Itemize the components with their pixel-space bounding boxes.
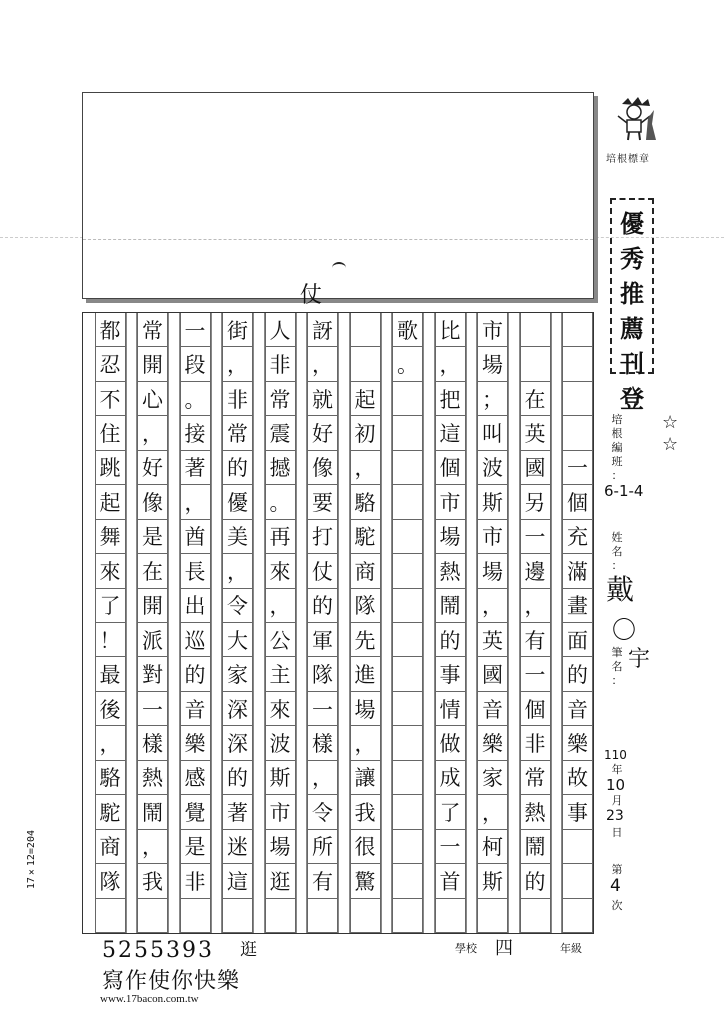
grid-cell: ， — [350, 726, 381, 760]
grid-cell: 英 — [477, 623, 508, 657]
essay-column — [180, 313, 211, 933]
badge-char: 刊 — [620, 349, 644, 378]
grid-cell: 叫 — [477, 416, 508, 450]
grid-cell: ， — [477, 795, 508, 829]
essay-column — [137, 313, 168, 933]
date-month-label: 月 — [611, 794, 623, 807]
comment-divider — [83, 239, 593, 240]
grid-cell: 樣 — [137, 726, 168, 760]
grid-cell: 有 — [307, 864, 338, 898]
grid-cell: 個 — [435, 451, 466, 485]
grid-cell — [520, 899, 551, 933]
grid-cell — [562, 382, 593, 416]
grid-cell: ， — [137, 830, 168, 864]
essay-column — [435, 313, 466, 933]
grid-cell: 震 — [265, 416, 296, 450]
name-surname: 戴 — [606, 573, 635, 606]
grid-cell: 駝 — [95, 795, 126, 829]
mascot-label: 培根標章 — [606, 154, 650, 165]
grid-cell: 駱 — [95, 761, 126, 795]
grid-cell — [392, 520, 423, 554]
grade-label: 年級 — [560, 942, 582, 955]
grid-cell: 覺 — [180, 795, 211, 829]
grid-cell: 熱 — [137, 761, 168, 795]
grid-cell: 事 — [562, 795, 593, 829]
grid-cell: 隊 — [350, 589, 381, 623]
correction-char: 仗 — [300, 283, 323, 308]
grid-cell: 場 — [265, 830, 296, 864]
name-label-char: ： — [611, 559, 623, 572]
grid-cell: 斯 — [477, 864, 508, 898]
count-label-prefix: 第 — [611, 863, 623, 876]
grid-cell: 先 — [350, 623, 381, 657]
grid-cell: ！ — [95, 623, 126, 657]
essay-column — [520, 313, 551, 933]
grid-cell: 音 — [477, 692, 508, 726]
mascot-logo-icon — [614, 96, 658, 142]
grid-cell: 逛 — [265, 864, 296, 898]
grid-cell: 鬧 — [137, 795, 168, 829]
grid-cell: 的 — [222, 451, 253, 485]
grid-cell: 段 — [180, 347, 211, 381]
essay-column — [222, 313, 253, 933]
grid-cell: 另 — [520, 485, 551, 519]
grid-cell: 舞 — [95, 520, 126, 554]
grid-cell: 了 — [435, 795, 466, 829]
grid-cell: 在 — [137, 554, 168, 588]
grid-cell: 再 — [265, 520, 296, 554]
grid-cell: 一 — [180, 313, 211, 347]
name-masked: 〇 — [612, 616, 636, 644]
correction-arc-icon — [332, 262, 346, 274]
grid-cell: 好 — [307, 416, 338, 450]
grid-cell: 後 — [95, 692, 126, 726]
grid-cell: 熱 — [435, 554, 466, 588]
grid-cell — [392, 623, 423, 657]
essay-column — [307, 313, 338, 933]
column-gap — [381, 313, 393, 933]
grid-cell: ， — [265, 589, 296, 623]
grid-cell — [350, 899, 381, 933]
grid-cell: 商 — [350, 554, 381, 588]
grid-cell — [392, 864, 423, 898]
grid-cell: 一 — [520, 657, 551, 691]
badge-char: 推 — [620, 279, 644, 308]
column-gap — [338, 313, 350, 933]
essay-writing-grid — [82, 312, 594, 934]
grid-cell: 我 — [350, 795, 381, 829]
grid-cell — [562, 899, 593, 933]
grid-cell: 一 — [307, 692, 338, 726]
grid-cell: 一 — [562, 451, 593, 485]
grid-cell: ， — [435, 347, 466, 381]
grader-marks — [662, 412, 678, 456]
grid-cell: 軍 — [307, 623, 338, 657]
grid-cell: 來 — [265, 692, 296, 726]
grid-cell: 起 — [350, 382, 381, 416]
grid-cell: 起 — [95, 485, 126, 519]
grid-cell: 著 — [222, 795, 253, 829]
code-number: 5255393 — [102, 938, 214, 963]
recommended-publication-badge — [610, 198, 654, 413]
grid-cell: 感 — [180, 761, 211, 795]
name-label-char: 姓 — [611, 531, 623, 544]
grid-cell: 一 — [520, 520, 551, 554]
grid-cell — [180, 899, 211, 933]
grid-cell: 樂 — [180, 726, 211, 760]
column-gap — [466, 313, 478, 933]
grid-cell: 個 — [562, 485, 593, 519]
badge-char: 登 — [620, 384, 644, 413]
grid-cell: 斯 — [265, 761, 296, 795]
column-gap — [211, 313, 223, 933]
star-mark-icon: ☆ — [662, 434, 679, 455]
grid-cell: ， — [222, 347, 253, 381]
grid-cell — [392, 726, 423, 760]
grid-cell: 要 — [307, 485, 338, 519]
grid-cell: 是 — [137, 520, 168, 554]
grid-cell: 駱 — [350, 485, 381, 519]
grid-cell: 的 — [307, 589, 338, 623]
grid-cell: 驚 — [350, 864, 381, 898]
date-day: 23 — [606, 808, 624, 824]
grid-cell — [392, 589, 423, 623]
grid-cell: 的 — [180, 657, 211, 691]
grid-cell: 駝 — [350, 520, 381, 554]
class-label-char: 根 — [611, 427, 623, 440]
grid-cell — [520, 313, 551, 347]
grid-cell: 面 — [562, 623, 593, 657]
column-gap — [126, 313, 138, 933]
grid-cell: 充 — [562, 520, 593, 554]
badge-char: 優 — [620, 209, 644, 238]
count-label-suffix: 次 — [611, 899, 623, 912]
grid-cell — [392, 382, 423, 416]
grid-cell — [392, 451, 423, 485]
grid-cell: 常 — [137, 313, 168, 347]
grid-cell: 做 — [435, 726, 466, 760]
grid-cell: 畫 — [562, 589, 593, 623]
grid-cell: 一 — [137, 692, 168, 726]
class-label-char: ： — [611, 469, 623, 482]
grid-cell: 接 — [180, 416, 211, 450]
column-gap — [551, 313, 563, 933]
grid-cell: ； — [477, 382, 508, 416]
grid-cell: 歌 — [392, 313, 423, 347]
grid-cell: 像 — [307, 451, 338, 485]
badge-char: 薦 — [620, 314, 644, 343]
grid-cell: 公 — [265, 623, 296, 657]
grid-cell: 事 — [435, 657, 466, 691]
grid-cell: 忍 — [95, 347, 126, 381]
grid-cell: 心 — [137, 382, 168, 416]
grid-cell: 成 — [435, 761, 466, 795]
grid-cell: 美 — [222, 520, 253, 554]
pen-name-value: 宇 — [628, 647, 651, 672]
grid-cell: 柯 — [477, 830, 508, 864]
grid-cell — [435, 899, 466, 933]
grid-cell — [562, 313, 593, 347]
column-gap — [423, 313, 435, 933]
grid-cell: 英 — [520, 416, 551, 450]
grid-cell — [477, 899, 508, 933]
grid-cell: 出 — [180, 589, 211, 623]
grid-cell: 樂 — [477, 726, 508, 760]
grid-cell: ， — [477, 589, 508, 623]
grid-cell: 主 — [265, 657, 296, 691]
grid-cell — [137, 899, 168, 933]
grid-cell: 場 — [477, 347, 508, 381]
school-label: 學校 — [455, 942, 477, 955]
grid-cell: 故 — [562, 761, 593, 795]
grid-cell: 樂 — [562, 726, 593, 760]
pen-name-label-char: 名 — [611, 660, 623, 673]
column-gap — [253, 313, 265, 933]
grid-cell: 了 — [95, 589, 126, 623]
grid-cell: 隊 — [307, 657, 338, 691]
grid-cell: 波 — [477, 451, 508, 485]
essay-column — [477, 313, 508, 933]
grid-cell: 這 — [222, 864, 253, 898]
grid-cell: 住 — [95, 416, 126, 450]
grid-cell: 場 — [435, 520, 466, 554]
grid-cell — [392, 416, 423, 450]
grid-cell: 市 — [477, 520, 508, 554]
date-day-label: 日 — [611, 826, 623, 839]
grid-cell — [392, 795, 423, 829]
grid-cell: ， — [350, 451, 381, 485]
grid-cell: ， — [95, 726, 126, 760]
bottom-correction-note: 逛 — [240, 940, 257, 960]
slogan: 寫作使你快樂 — [102, 969, 241, 994]
essay-column — [265, 313, 296, 933]
grid-cell: 打 — [307, 520, 338, 554]
grid-cell: 來 — [265, 554, 296, 588]
grid-cell: 熱 — [520, 795, 551, 829]
grid-cell: 都 — [95, 313, 126, 347]
grid-cell: 是 — [180, 830, 211, 864]
grid-cell: 很 — [350, 830, 381, 864]
date-year: 110 — [604, 748, 627, 762]
column-gap — [168, 313, 180, 933]
grid-cell: 鬧 — [520, 830, 551, 864]
grid-cell: 人 — [265, 313, 296, 347]
grid-cell — [95, 899, 126, 933]
grid-cell: 深 — [222, 692, 253, 726]
grid-cell — [392, 830, 423, 864]
website-link[interactable]: www.17bacon.com.tw — [100, 993, 199, 1005]
date-month: 10 — [606, 776, 626, 794]
comment-correction-note — [300, 262, 346, 309]
grid-cell — [392, 692, 423, 726]
grid-cell — [392, 554, 423, 588]
grid-cell: 隊 — [95, 864, 126, 898]
grid-cell: 非 — [180, 864, 211, 898]
grid-cell: 家 — [222, 657, 253, 691]
grid-cell — [520, 347, 551, 381]
grid-cell — [562, 864, 593, 898]
grid-cell: 巡 — [180, 623, 211, 657]
essay-column — [392, 313, 423, 933]
count-value: 4 — [610, 876, 621, 896]
grid-cell: 不 — [95, 382, 126, 416]
grid-cell: 非 — [520, 726, 551, 760]
grid-cell: 最 — [95, 657, 126, 691]
grid-cell: 初 — [350, 416, 381, 450]
grid-cell: ， — [520, 589, 551, 623]
essay-column — [95, 313, 126, 933]
pen-name-label-char: 筆 — [611, 646, 623, 659]
grid-cell: 我 — [137, 864, 168, 898]
grid-cell: 。 — [392, 347, 423, 381]
grid-cell: 情 — [435, 692, 466, 726]
grid-cell: 邊 — [520, 554, 551, 588]
grid-cell: 的 — [562, 657, 593, 691]
grid-cell: 非 — [265, 347, 296, 381]
grade-value: 四 — [495, 938, 513, 959]
grid-cell — [350, 313, 381, 347]
grid-cell: 首 — [435, 864, 466, 898]
grid-cell: 有 — [520, 623, 551, 657]
grid-cell: ， — [180, 485, 211, 519]
grid-cell: ， — [137, 416, 168, 450]
grid-cell: 音 — [180, 692, 211, 726]
grid-cell: 跳 — [95, 451, 126, 485]
essay-column — [562, 313, 593, 933]
grid-cell: 開 — [137, 347, 168, 381]
column-gap — [508, 313, 520, 933]
grid-cell: 斯 — [477, 485, 508, 519]
grid-cell — [265, 899, 296, 933]
star-mark-icon: ☆ — [662, 412, 679, 433]
grid-cell: 。 — [180, 382, 211, 416]
grid-cell: 開 — [137, 589, 168, 623]
grid-cell: 在 — [520, 382, 551, 416]
grid-cell: 一 — [435, 830, 466, 864]
grid-cell: ， — [307, 761, 338, 795]
grid-cell: 市 — [477, 313, 508, 347]
grid-cell: 進 — [350, 657, 381, 691]
badge-char: 秀 — [620, 244, 644, 273]
grid-cell: 場 — [477, 554, 508, 588]
grid-cell — [562, 347, 593, 381]
grid-cell: 令 — [222, 589, 253, 623]
grid-cell: 常 — [265, 382, 296, 416]
grid-cell: 酋 — [180, 520, 211, 554]
grid-cell: 商 — [95, 830, 126, 864]
grid-cell: 讓 — [350, 761, 381, 795]
grid-cell: 國 — [477, 657, 508, 691]
grid-cell: 優 — [222, 485, 253, 519]
grid-cell: ， — [307, 347, 338, 381]
grid-cell: 市 — [265, 795, 296, 829]
grid-cell: 常 — [520, 761, 551, 795]
grid-cell — [350, 347, 381, 381]
grid-cell: ， — [222, 554, 253, 588]
grid-cell: 街 — [222, 313, 253, 347]
grid-cell: 場 — [350, 692, 381, 726]
grid-cell: 這 — [435, 416, 466, 450]
grid-cell: 長 — [180, 554, 211, 588]
grid-cell: 對 — [137, 657, 168, 691]
grid-cell: 音 — [562, 692, 593, 726]
grid-cell: 迷 — [222, 830, 253, 864]
grid-cell — [392, 899, 423, 933]
grid-cell: 著 — [180, 451, 211, 485]
grid-cell — [392, 485, 423, 519]
grid-cell — [392, 761, 423, 795]
column-gap — [296, 313, 308, 933]
grid-cell: 仗 — [307, 554, 338, 588]
pen-name-label-char: ： — [611, 674, 623, 687]
grid-cell: 鬧 — [435, 589, 466, 623]
grid-count-label: 17×12=204 — [26, 830, 37, 890]
grid-cell: 大 — [222, 623, 253, 657]
grid-cell: 好 — [137, 451, 168, 485]
grid-cell: 個 — [520, 692, 551, 726]
grid-cell: 非 — [222, 382, 253, 416]
grid-cell: 家 — [477, 761, 508, 795]
grid-cell — [307, 899, 338, 933]
grid-cell: 來 — [95, 554, 126, 588]
grid-cell: 撼 — [265, 451, 296, 485]
grid-cell: 所 — [307, 830, 338, 864]
grid-cell: 波 — [265, 726, 296, 760]
grid-cell: 比 — [435, 313, 466, 347]
grid-cell: 常 — [222, 416, 253, 450]
grid-cell: 。 — [265, 485, 296, 519]
class-value: 6-1-4 — [604, 482, 644, 500]
class-label-char: 培 — [611, 413, 623, 426]
grid-cell: 的 — [222, 761, 253, 795]
grid-cell — [392, 657, 423, 691]
class-label-char: 班 — [611, 455, 623, 468]
grid-cell: 深 — [222, 726, 253, 760]
grid-cell — [222, 899, 253, 933]
grid-cell: 滿 — [562, 554, 593, 588]
grid-cell: 像 — [137, 485, 168, 519]
grid-cell: 國 — [520, 451, 551, 485]
grid-cell: 的 — [435, 623, 466, 657]
grid-cell — [562, 830, 593, 864]
class-label-char: 編 — [611, 441, 623, 454]
grid-cell: 就 — [307, 382, 338, 416]
grid-cell: 市 — [435, 485, 466, 519]
grid-cell: 派 — [137, 623, 168, 657]
name-label-char: 名 — [611, 545, 623, 558]
grid-cell: 把 — [435, 382, 466, 416]
grid-cell — [562, 416, 593, 450]
grid-cell: 令 — [307, 795, 338, 829]
grid-cell: 的 — [520, 864, 551, 898]
grid-cell: 訝 — [307, 313, 338, 347]
grid-cell: 樣 — [307, 726, 338, 760]
essay-column — [350, 313, 381, 933]
date-year-label: 年 — [611, 763, 623, 776]
